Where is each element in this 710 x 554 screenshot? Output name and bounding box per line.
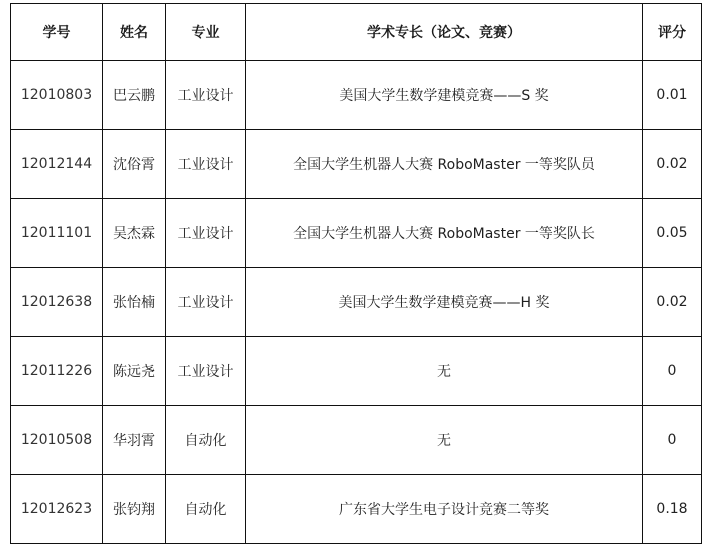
cell-major: 工业设计 [166, 61, 246, 130]
cell-major: 工业设计 [166, 130, 246, 199]
cell-major: 工业设计 [166, 268, 246, 337]
header-name: 姓名 [103, 4, 166, 61]
cell-major: 工业设计 [166, 199, 246, 268]
cell-name: 陈远尧 [103, 337, 166, 406]
header-score: 评分 [643, 4, 702, 61]
student-score-table [10, 3, 702, 544]
table-row [11, 61, 702, 130]
cell-student-id: 12012623 [11, 475, 103, 544]
cell-name: 巴云鹏 [103, 61, 166, 130]
cell-score: 0.05 [643, 199, 702, 268]
table-row [11, 199, 702, 268]
cell-academic-expertise: 全国大学生机器人大赛 RoboMaster 一等奖队员 [246, 130, 643, 199]
cell-academic-expertise: 美国大学生数学建模竞赛——H 奖 [246, 268, 643, 337]
table-row [11, 130, 702, 199]
cell-student-id: 12010508 [11, 406, 103, 475]
cell-student-id: 12011226 [11, 337, 103, 406]
cell-student-id: 12011101 [11, 199, 103, 268]
table-row [11, 337, 702, 406]
cell-academic-expertise: 全国大学生机器人大赛 RoboMaster 一等奖队长 [246, 199, 643, 268]
cell-academic-expertise: 美国大学生数学建模竞赛——S 奖 [246, 61, 643, 130]
cell-student-id: 12010803 [11, 61, 103, 130]
cell-major: 自动化 [166, 406, 246, 475]
cell-name: 吴杰霖 [103, 199, 166, 268]
cell-academic-expertise: 无 [246, 406, 643, 475]
cell-student-id: 12012144 [11, 130, 103, 199]
cell-academic-expertise: 广东省大学生电子设计竞赛二等奖 [246, 475, 643, 544]
cell-name: 张钧翔 [103, 475, 166, 544]
cell-score: 0.01 [643, 61, 702, 130]
header-academic-expertise: 学术专长（论文、竞赛） [246, 4, 643, 61]
cell-score: 0 [643, 406, 702, 475]
cell-score: 0.02 [643, 268, 702, 337]
cell-name: 张怡楠 [103, 268, 166, 337]
cell-score: 0.18 [643, 475, 702, 544]
table-row [11, 268, 702, 337]
cell-student-id: 12012638 [11, 268, 103, 337]
cell-name: 华羽霄 [103, 406, 166, 475]
cell-name: 沈俗霄 [103, 130, 166, 199]
cell-score: 0.02 [643, 130, 702, 199]
cell-major: 工业设计 [166, 337, 246, 406]
cell-major: 自动化 [166, 475, 246, 544]
table-header-row [11, 4, 702, 61]
table-row [11, 406, 702, 475]
cell-score: 0 [643, 337, 702, 406]
table-row [11, 475, 702, 544]
header-student-id: 学号 [11, 4, 103, 61]
header-major: 专业 [166, 4, 246, 61]
cell-academic-expertise: 无 [246, 337, 643, 406]
